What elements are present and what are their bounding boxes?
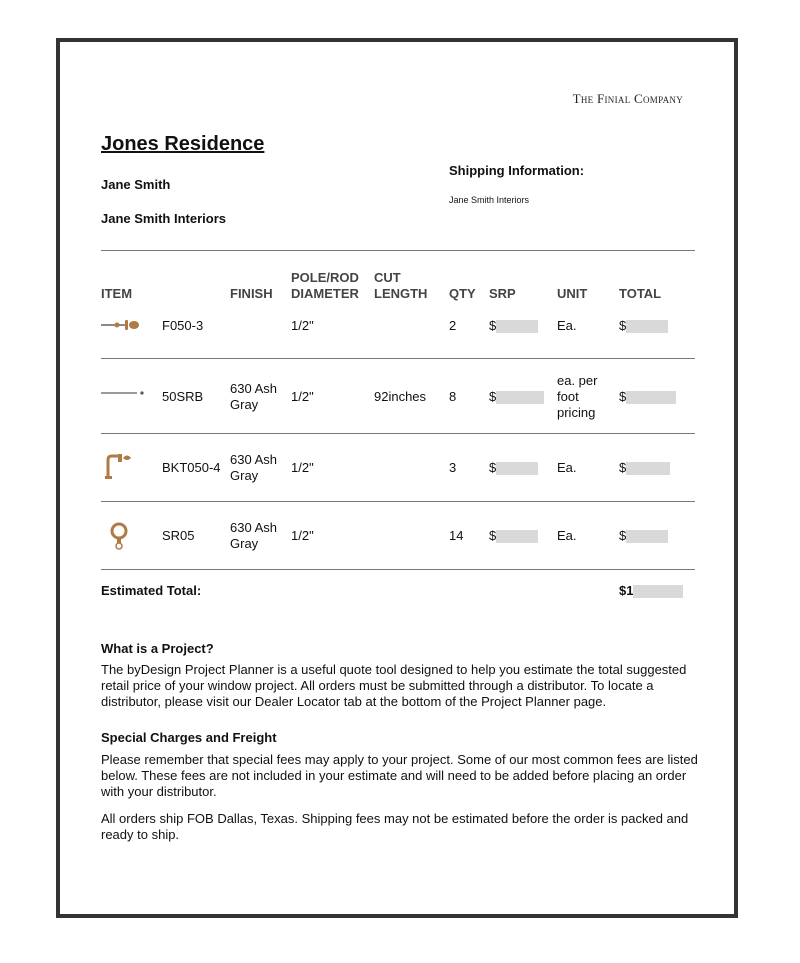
redacted-value [496, 391, 544, 404]
item-diameter: 1/2" [291, 389, 314, 404]
shipping-value: Jane Smith Interiors [449, 195, 530, 205]
table-row [101, 310, 695, 358]
item-srp [489, 460, 538, 476]
project-info-heading: What is a Project? [101, 641, 214, 656]
divider [101, 250, 695, 251]
header-item: ITEM [101, 286, 133, 301]
item-finish [230, 381, 277, 413]
bracket-icon [105, 454, 135, 480]
header-finish: FINISH [230, 286, 273, 301]
item-total [619, 528, 668, 544]
item-diameter: 1/2" [291, 318, 314, 333]
srp-currency: $ [489, 318, 497, 333]
item-qty: 2 [449, 318, 457, 333]
charges-text: Please remember that special fees may apply to your project. Some of our most common fees are listed below. These fees are not included in your estimate and will need to be added before placing an order with your distributor. [101, 752, 698, 799]
item-srp [489, 389, 544, 405]
ring-icon [109, 520, 129, 550]
item-sku: SR05 [162, 528, 195, 543]
table-row [101, 359, 695, 433]
item-sku: 50SRB [162, 389, 204, 404]
finish-line1: 630 Ash [230, 452, 277, 467]
header-pole-line2: DIAMETER [291, 286, 359, 301]
total-currency: $ [619, 318, 627, 333]
total-currency: $ [619, 389, 627, 404]
unit-line2: foot [557, 389, 579, 404]
finish-line2: Gray [230, 536, 259, 551]
item-total [619, 318, 668, 334]
item-qty: 3 [449, 460, 457, 475]
header-qty: QTY [449, 286, 476, 301]
item-diameter: 1/2" [291, 528, 314, 543]
row-divider [101, 569, 695, 570]
finial-icon [101, 317, 141, 333]
freight-text: All orders ship FOB Dallas, Texas. Shipping fees may not be estimated before the order is packed and ready to ship. [101, 811, 689, 842]
estimate-currency: $1 [619, 583, 634, 598]
item-diameter: 1/2" [291, 460, 314, 475]
redacted-value [626, 530, 668, 543]
redacted-value [626, 320, 668, 333]
project-info-text: The byDesign Project Planner is a useful quote tool designed to help you estimate the total suggested retail price of your window project. All orders must be submitted through a distributor. To locate a distributor, please visit our Dealer Locator tab at the bottom of the Project Planner page. [101, 662, 687, 709]
client-name: Jane Smith [101, 177, 171, 192]
finish-line1: 630 Ash [230, 520, 277, 535]
item-finish [230, 520, 277, 552]
finish-line2: Gray [230, 468, 259, 483]
header-cut-line2: LENGTH [374, 286, 428, 301]
table-row [101, 434, 695, 501]
finish-line1: 630 Ash [230, 381, 277, 396]
redacted-value [626, 462, 670, 475]
item-qty: 8 [449, 389, 457, 404]
redacted-value [496, 320, 538, 333]
estimated-total-label: Estimated Total: [101, 583, 202, 598]
srp-currency: $ [489, 460, 497, 475]
redacted-value [496, 530, 538, 543]
item-cut-length: 92inches [374, 389, 427, 404]
charges-heading: Special Charges and Freight [101, 730, 277, 745]
total-currency: $ [619, 460, 627, 475]
srp-currency: $ [489, 389, 497, 404]
item-srp [489, 528, 538, 544]
header-srp: SRP [489, 286, 516, 301]
redacted-value [496, 462, 538, 475]
project-title: Jones Residence [101, 133, 265, 155]
rod-icon [101, 388, 145, 398]
redacted-value [626, 391, 676, 404]
item-finish [230, 452, 277, 484]
table-row [101, 502, 695, 569]
item-unit: Ea. [557, 460, 577, 475]
quote-page [56, 38, 738, 918]
header-cut-length [374, 270, 427, 302]
unit-line1: ea. per [557, 373, 598, 388]
header-total: TOTAL [619, 286, 662, 301]
item-unit: Ea. [557, 318, 577, 333]
item-sku: F050-3 [162, 318, 204, 333]
header-unit: UNIT [557, 286, 588, 301]
item-sku: BKT050-4 [162, 460, 221, 475]
srp-currency: $ [489, 528, 497, 543]
client-company: Jane Smith Interiors [101, 211, 226, 226]
shipping-label: Shipping Information: [449, 163, 585, 178]
item-unit [557, 373, 597, 421]
header-cut-line1: CUT [374, 270, 401, 285]
item-srp [489, 318, 538, 334]
header-pole-diameter [291, 270, 359, 302]
item-qty: 14 [449, 528, 464, 543]
item-unit: Ea. [557, 528, 577, 543]
header-pole-line1: POLE/ROD [291, 270, 359, 285]
redacted-value [633, 585, 683, 598]
company-brand: The Finial Company [572, 91, 683, 106]
total-currency: $ [619, 528, 627, 543]
unit-line3: pricing [557, 405, 596, 420]
item-total [619, 389, 676, 405]
finish-line2: Gray [230, 397, 259, 412]
item-total [619, 460, 670, 476]
estimated-total-value [619, 583, 683, 598]
